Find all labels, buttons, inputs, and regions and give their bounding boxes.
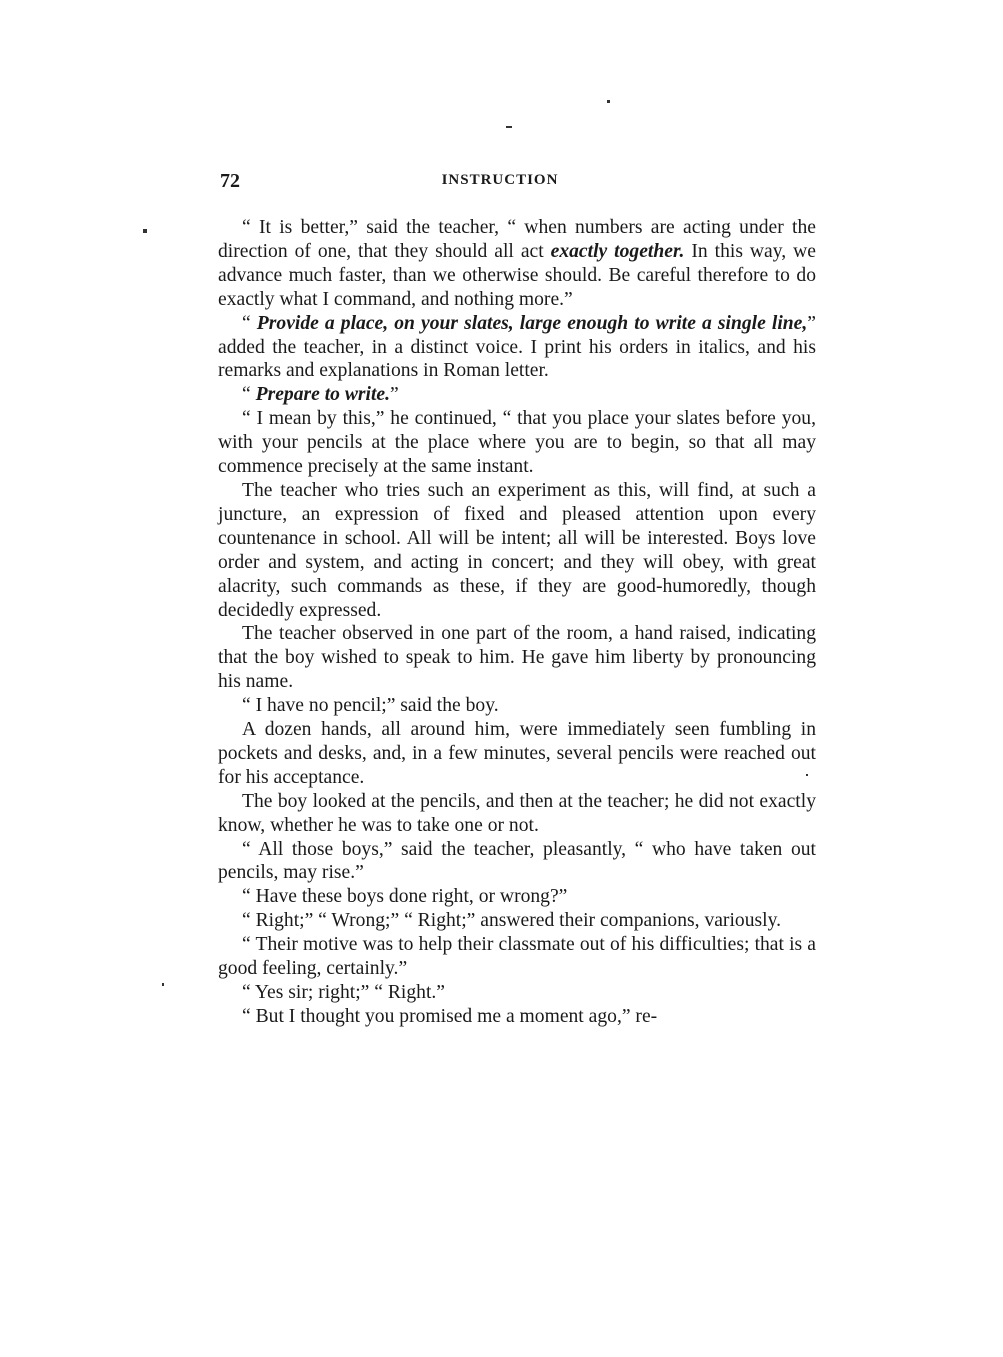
page-number: 72 <box>220 170 240 192</box>
text-run: “ Have these boys done right, or wrong?” <box>242 886 568 908</box>
paragraph <box>218 312 816 384</box>
text-run: The teacher observed in one part of the room, a hand raised, indicating that the boy wished to speak to him. He gave him liberty by pronouncing his name. <box>218 623 816 693</box>
text-run: “ It is better,” said the teacher, “ when numbers are acting under the direction of one, that they should all act <box>218 217 816 262</box>
italic-text: Prepare to write. <box>255 384 391 406</box>
text-run: “ Their motive was to help their classmate out of his difficulties; that is a good feeling, certainly.” <box>218 934 816 980</box>
body-text <box>218 216 816 1029</box>
text-run: ” added the teacher, in a distinct voice. I print his orders in italics, and his remarks and explanations in Roman letter. <box>218 312 816 382</box>
paragraph <box>218 981 816 1005</box>
text-run: “ Right;” “ Wrong;” “ Right;” answered their companions, variously. <box>242 910 781 932</box>
paragraph <box>218 909 816 933</box>
text-run: ” <box>390 384 399 406</box>
text-run: “ I mean by this,” he continued, “ that you place your slates before you, with your pencils at the place where you are to begin, so that all may commence precisely at the same instant. <box>218 408 816 478</box>
paragraph <box>218 479 816 622</box>
paragraph <box>218 694 816 718</box>
italic-text: exactly together. <box>550 240 685 262</box>
speck-mark <box>162 983 164 986</box>
text-run: “ I have no pencil;” said the boy. <box>242 695 499 717</box>
text-run: “ But I thought you promised me a moment ago,” re- <box>242 1005 658 1027</box>
speck-mark <box>607 100 610 103</box>
text-run: “ Yes sir; right;” “ Right.” <box>242 982 445 1003</box>
paragraph <box>218 1005 816 1029</box>
margin-dot-mark <box>143 229 147 233</box>
paragraph <box>218 718 816 790</box>
page-header <box>220 170 816 194</box>
paragraph <box>218 216 816 312</box>
paragraph <box>218 383 816 407</box>
text-run: A dozen hands, all around him, were immediately seen fumbling in pockets and desks, and, in a few minutes, several pencils were reached out for his acceptance. <box>218 719 816 788</box>
paragraph <box>218 622 816 694</box>
text-run: The boy looked at the pencils, and then at the teacher; he did not exactly know, whether he was to take one or not. <box>218 790 816 836</box>
paragraph <box>218 933 816 981</box>
paragraph <box>218 407 816 479</box>
text-run: In this way, we advance much faster, than we otherwise should. Be careful therefore to do exactly what I command, and nothing more.” <box>218 240 816 310</box>
italic-text: Provide a place, on your slates, large enough to write a single line, <box>256 312 808 334</box>
paragraph <box>218 790 816 838</box>
text-run: The teacher who tries such an experiment as this, will find, at such a juncture, an expression of fixed and pleased attention upon every countenance in school. All will be intent; all will be interested. Boys love order and system, and acting in concert; and they will obey, with great alacrity, such commands as these, if they are good-humoredly, though decidedly expressed. <box>218 479 816 621</box>
paragraph <box>218 838 816 886</box>
text-run: “ <box>242 312 257 334</box>
text-run: “ All those boys,” said the teacher, pleasantly, “ who have taken out pencils, may rise.” <box>218 838 816 884</box>
paragraph <box>218 885 816 909</box>
running-head: INSTRUCTION <box>441 172 559 188</box>
text-run: “ <box>242 384 256 406</box>
speck-mark <box>506 126 512 128</box>
